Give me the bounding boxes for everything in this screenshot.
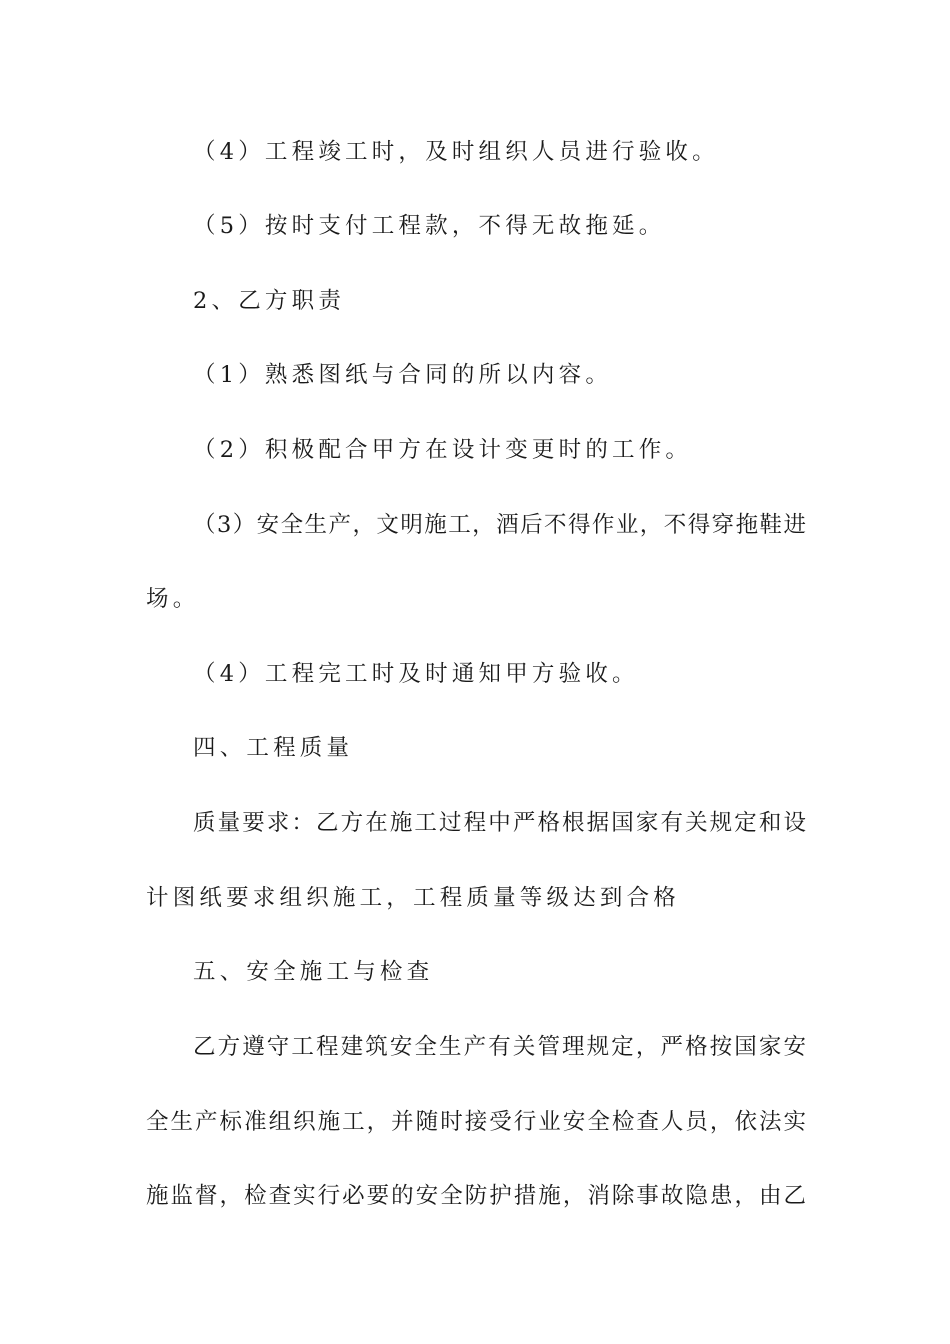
- section-five-heading: 五、安全施工与检查: [193, 959, 434, 985]
- quality-requirement-line2: 计图纸要求组织施工，工程质量等级达到合格: [146, 885, 681, 911]
- item-1-contractor-drawings: （1）熟悉图纸与合同的所以内容。: [193, 362, 613, 388]
- item-3-contractor-safety-line1: （3）安全生产，文明施工，酒后不得作业，不得穿拖鞋进: [193, 512, 806, 538]
- item-3-contractor-safety-line2: 场。: [146, 586, 200, 612]
- section-2-heading: 2、乙方职责: [193, 288, 346, 314]
- item-2-contractor-cooperation: （2）积极配合甲方在设计变更时的工作。: [193, 437, 693, 463]
- item-4-owner-acceptance: （4）工程竣工时，及时组织人员进行验收。: [193, 139, 719, 165]
- section-four-heading: 四、工程质量: [193, 735, 354, 761]
- safety-paragraph-line1: 乙方遵守工程建筑安全生产有关管理规定，严格按国家安: [193, 1034, 806, 1060]
- safety-paragraph-line3: 施监督，检查实行必要的安全防护措施，消除事故隐患，由乙: [146, 1183, 806, 1209]
- item-5-owner-payment: （5）按时支付工程款，不得无故拖延。: [193, 213, 666, 239]
- quality-requirement-line1: 质量要求：乙方在施工过程中严格根据国家有关规定和设: [193, 810, 806, 836]
- item-4-contractor-notify: （4）工程完工时及时通知甲方验收。: [193, 661, 639, 687]
- safety-paragraph-line2: 全生产标准组织施工，并随时接受行业安全检查人员，依法实: [146, 1109, 806, 1135]
